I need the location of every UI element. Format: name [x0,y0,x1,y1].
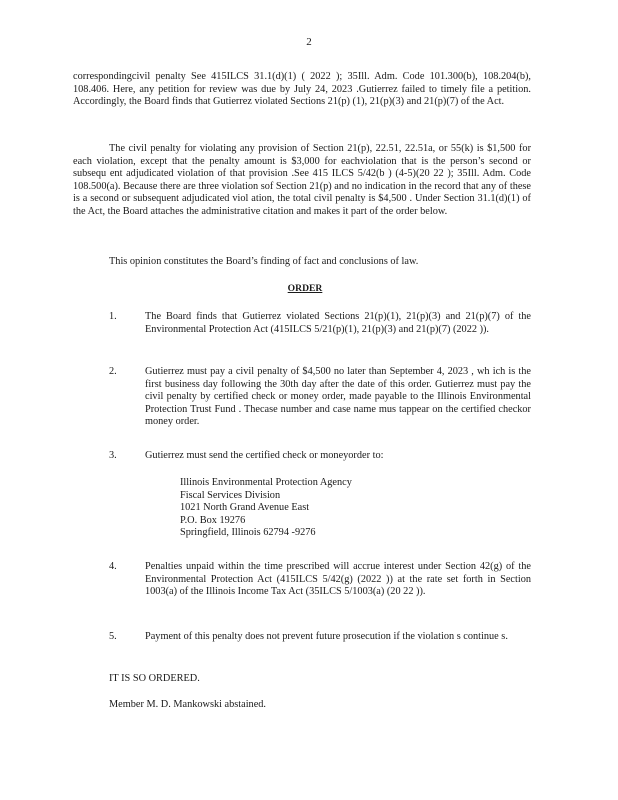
order-item-number: 1. [109,311,117,322]
abstention-statement: Member M. D. Mankowski abstained. [109,699,267,710]
order-item-number: 3. [109,450,117,461]
so-ordered-statement: IT IS SO ORDERED. [109,673,200,684]
order-item-text: Payment of this penalty does not prevent future prosecution if the violation s continue s. [145,631,508,642]
order-item-number: 4. [109,561,117,572]
order-item-text: Gutierrez must send the certified check or moneyorder to: [145,450,384,461]
order-item-text: Gutierrez must pay a civil penalty of $4,500 no later than September 4, 2023 , wh ich is the first business day following the 30th day after the date of this order. Gutierrez must pay the civil penalty by certified check or money order, made payable to the Illinois Environmental Protection Trust Fund . Thecase number and case name mus tappear on the certified checkor money order. [145,366,531,428]
address-line: Fiscal Services Division [180,489,281,501]
order-item-number: 5. [109,631,117,642]
paragraph-petition-timeline: correspondingcivil penalty See 415ILCS 31.1(d)(1) ( 2022 ); 35Ill. Adm. Code 101.300(b), 108.204(b), 108.406. Here, any petition for review was due by July 24, 2023 .Gutierrez failed to timely file a petition. Accordingly, the Board finds that Gutierrez violated Sections 21(p) (1), 21(p)(3) and 21(p)(7) of the Act. [73,71,531,108]
address-line: P.O. Box 19276 [180,514,246,526]
mailing-address [180,477,480,540]
paragraph-findings: This opinion constitutes the Board’s finding of fact and conclusions of law. [109,256,419,267]
order-item-text: The Board finds that Gutierrez violated Sections 21(p)(1), 21(p)(3) and 21(p)(7) of the Environmental Protection Act (415ILCS 5/21(p)(1), 21(p)(3) and 21(p)(7) (2022 )). [145,311,531,335]
order-heading [0,283,618,296]
page-number: 2 [306,36,312,48]
address-line: Illinois Environmental Protection Agency [180,477,352,488]
address-line: 1021 North Grand Avenue East [180,502,310,514]
address-line: Springfield, Illinois 62794 -9276 [180,527,316,539]
paragraph-civil-penalty: The civil penalty for violating any provision of Section 21(p), 22.51, 22.51a, or 55(k) is $1,500 for each violation, except that the penalty amount is $3,000 for eachviolation that is the person’s second or subsequ ent adjudicated violation of that provision .See 415 ILCS 5/42(b ) (4-5)(20 22 ); 35Ill. Adm. Code 108.500(a). Because there are three violation sof Section 21(p) and no indication in the record that any of these is a second or subsequent adjudicated viol ation, the total civil penalty is $4,500 . Under Section 31.1(d)(1) of the Act, the Board attaches the administrative citation and makes it part of the order below. [73,143,531,217]
order-heading-text: ORDER [287,283,323,294]
order-item-number: 2. [109,366,117,377]
order-item-text: Penalties unpaid within the time prescribed will accrue interest under Section 42(g) of the Environmental Protection Act (415ILCS 5/42(g) (2022 )) at the rate set forth in Section 1003(a) of the Illinois Income Tax Act (35ILCS 5/1003(a) (20 22 )). [145,561,531,598]
